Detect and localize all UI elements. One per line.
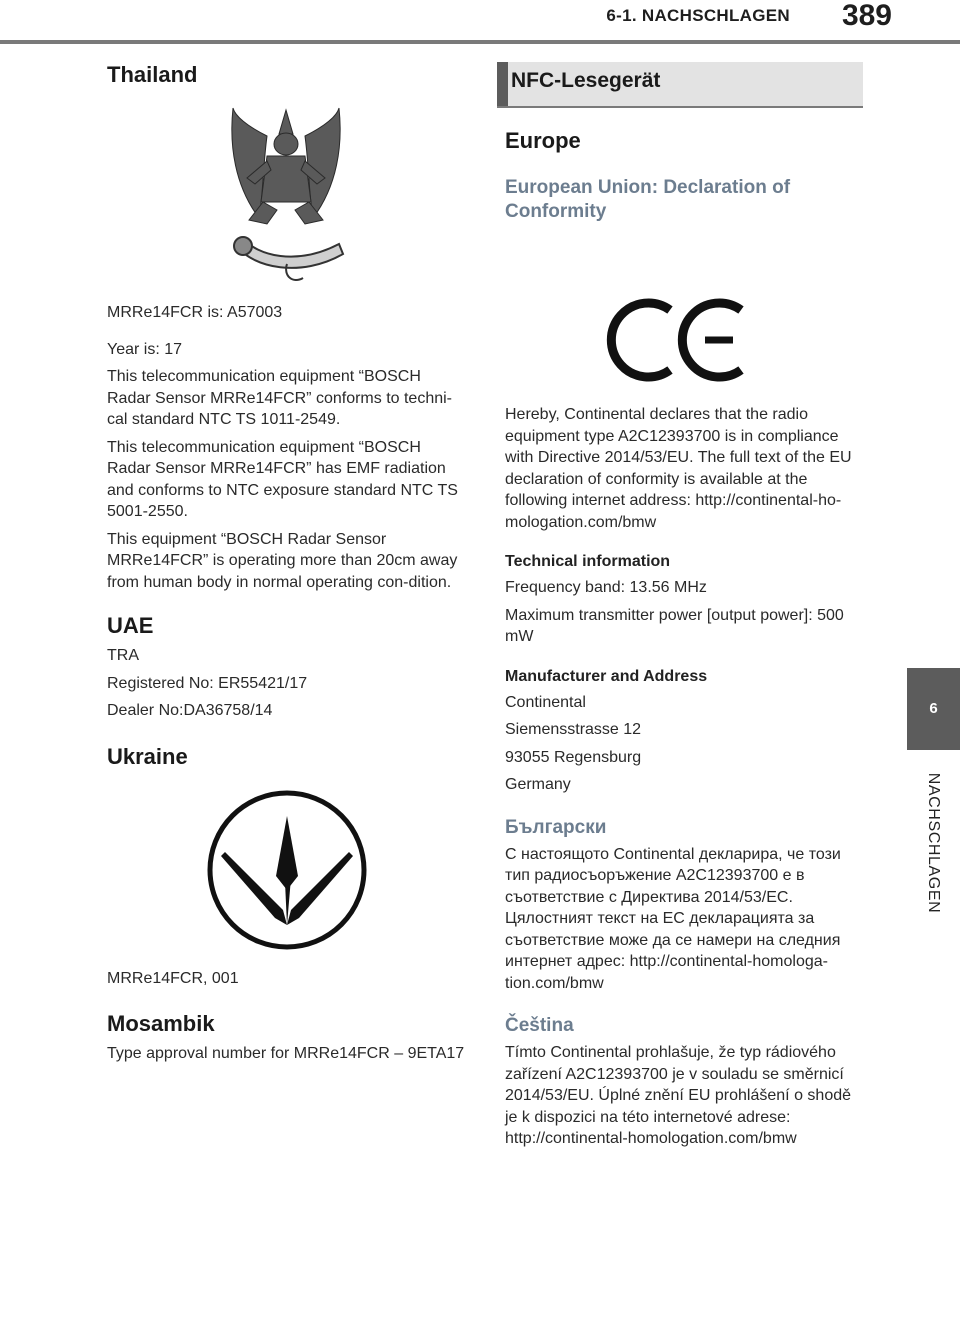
uae-text-2: Registered No: ER55421/17 xyxy=(107,674,308,692)
thailand-garuda-emblem xyxy=(107,106,465,288)
czech-text: Tímto Continental prohlašuje, že typ rádiového zařízení A2C12393700 je v souladu se směrnicí 2014/53/EU. Úplné znění EU prohlášení o shodě je k dispozici na této internetové adrese: http://continental-homologation.com/bmw xyxy=(505,1044,852,1147)
heading-uae: UAE xyxy=(107,613,154,638)
thailand-text-5: This equipment “BOSCH Radar Sensor MRRe14FCR” is operating more than 20cm away from human body in normal operating con-dition. xyxy=(107,530,458,591)
bulgarian-text: С настоящото Continental декларира, че този тип радиосъоръжение A2C12393700 е в съответствие с Директива 2014/53/ЕС. Цялостният текст на ЕС декларацията за съответствие може да се намери на следния интернет адрес: http://continental-homologa-tion.com/bmw xyxy=(505,845,841,992)
heading-europe: Europe xyxy=(505,128,581,153)
heading-manufacturer: Manufacturer and Address xyxy=(505,667,708,685)
thailand-text-4: This telecommunication equipment “BOSCH Radar Sensor MRRe14FCR” has EMF radiation and conforms to NTC exposure standard NTC TS 5001-2550. xyxy=(107,438,458,520)
ukraine-text-1: MRRe14FCR, 001 xyxy=(107,969,239,987)
header-rule xyxy=(0,40,960,44)
thailand-text-2: Year is: 17 xyxy=(107,340,183,358)
heading-ukraine: Ukraine xyxy=(107,743,188,769)
uae-text-1: TRA xyxy=(107,647,139,664)
chapter-side-label: NACHSCHLAGEN xyxy=(925,772,942,914)
transmitter-power-text: Maximum transmitter power [output power]: 500 mW xyxy=(505,606,844,645)
heading-mosambik: Mosambik xyxy=(107,1011,215,1036)
manufacturer-line: Continental xyxy=(505,693,586,711)
page-number: 389 xyxy=(841,0,892,32)
eu-declaration-text: Hereby, Continental declares that the radio equipment type A2C12393700 is in compliance with Directive 2014/53/EU. The full text of the EU declaration of conformity is available at the following internet address: http://continental-ho-mologation.com/bmw xyxy=(505,406,852,531)
manufacturer-line: 93055 Regensburg xyxy=(505,748,642,766)
frequency-band-text: Frequency band: 13.56 MHz xyxy=(505,579,707,596)
chapter-tab[interactable]: 6 xyxy=(907,668,960,750)
ce-mark xyxy=(505,224,863,404)
right-column xyxy=(497,62,863,1150)
manufacturer-line: Germany xyxy=(505,776,571,793)
heading-czech: Čeština xyxy=(505,1015,574,1036)
heading-thailand: Thailand xyxy=(107,62,198,87)
page-header xyxy=(0,0,960,46)
heading-technical-information: Technical information xyxy=(505,553,671,570)
left-column xyxy=(107,62,465,1065)
ukraine-conformity-mark xyxy=(107,790,465,950)
thailand-text-1: MRRe14FCR is: A57003 xyxy=(107,304,283,321)
heading-eu-declaration: European Union: Declaration of Conformity xyxy=(505,177,791,222)
mosambik-text-1: Type approval number for MRRe14FCR – 9ETA17 xyxy=(107,1045,465,1062)
thailand-text-3: This telecommunication equipment “BOSCH Radar Sensor MRRe14FCR” conforms to techni-cal standard NTC TS 1011-2549. xyxy=(107,368,453,428)
manufacturer-line: Siemensstrasse 12 xyxy=(505,721,642,738)
header-title: 6-1. NACHSCHLAGEN xyxy=(606,6,790,25)
nfc-reader-banner xyxy=(497,62,863,108)
nfc-reader-title: NFC-Lesegerät xyxy=(511,69,661,92)
heading-bulgarian: Български xyxy=(505,816,607,838)
uae-text-3: Dealer No:DA36758/14 xyxy=(107,702,273,719)
